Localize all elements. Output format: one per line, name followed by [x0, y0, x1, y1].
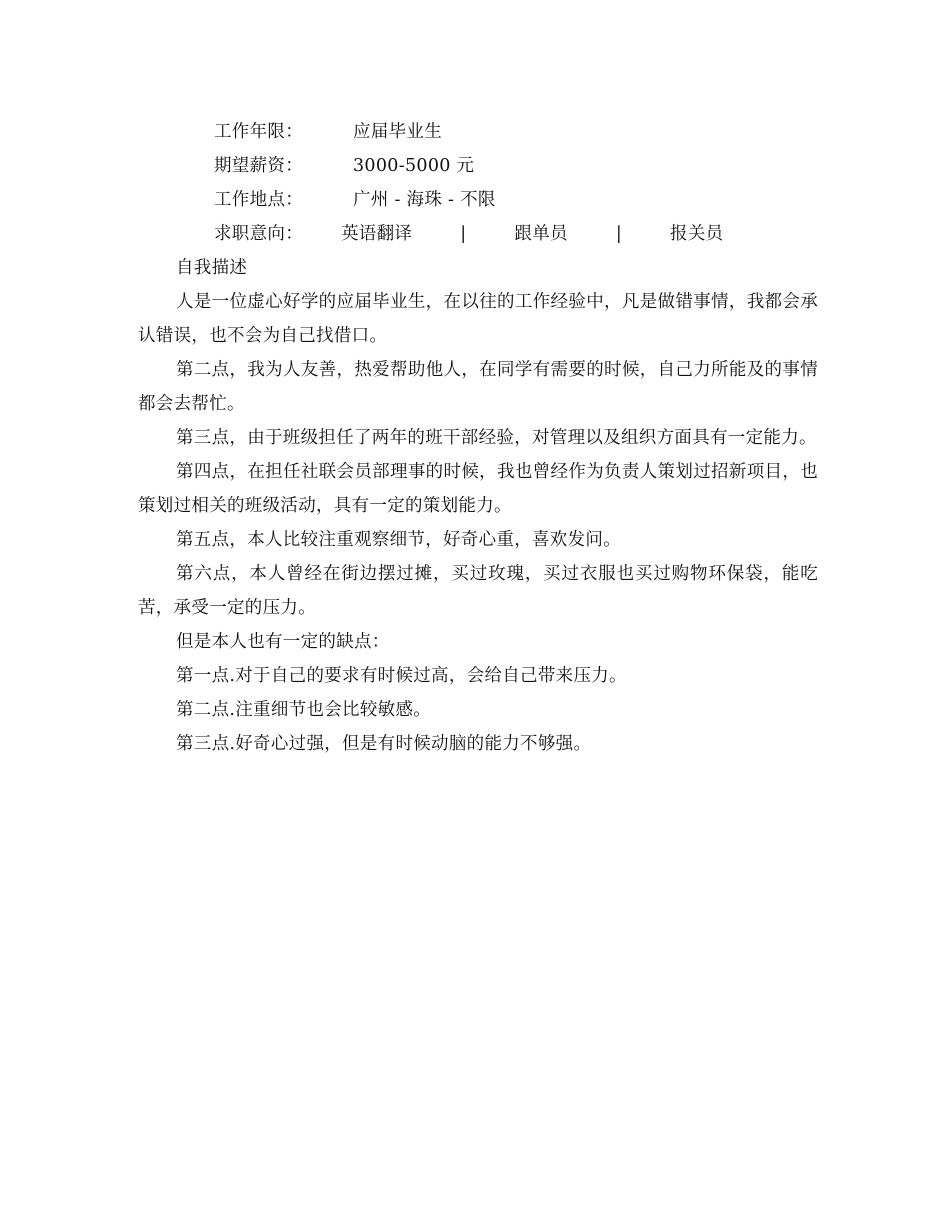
intention-separator: | [460, 224, 467, 244]
self-description-paragraph: 第二点，我为人友善，热爱帮助他人，在同学有需要的时候，自己力所能及的事情都会去帮忙。 [138, 360, 818, 414]
self-description-heading: 自我描述 [176, 258, 248, 278]
intention-item: 报关员 [670, 224, 724, 244]
shortcoming-item: 第二点.注重细节也会比较敏感。 [176, 700, 432, 720]
intention-item: 英语翻译 [341, 224, 413, 244]
shortcomings-intro: 但是本人也有一定的缺点： [176, 632, 390, 652]
salary-value: 3000-5000 元 [353, 156, 475, 176]
salary-row [138, 149, 818, 183]
shortcoming-item: 第三点.好奇心过强，但是有时候动脑的能力不够强。 [176, 734, 592, 754]
self-description-paragraph: 第四点，在担任社联会员部理事的时候，我也曾经作为负责人策划过招新项目，也策划过相关的班级活动，具有一定的策划能力。 [138, 462, 818, 516]
resume-content [138, 115, 818, 761]
work-years-row [138, 115, 818, 149]
intention-item: 跟单员 [514, 224, 568, 244]
intention-label: 求职意向： [214, 224, 303, 244]
work-years-label: 工作年限： [214, 122, 303, 142]
intention-row [138, 217, 818, 251]
salary-label: 期望薪资： [214, 156, 303, 176]
self-description-paragraph: 第三点，由于班级担任了两年的班干部经验，对管理以及组织方面具有一定能力。 [176, 428, 817, 448]
location-row [138, 183, 818, 217]
location-value: 广州 - 海珠 - 不限 [353, 190, 496, 210]
intention-separator: | [615, 224, 623, 244]
self-description-paragraph: 人是一位虚心好学的应届毕业生，在以往的工作经验中，凡是做错事情，我都会承认错误，也不会为自己找借口。 [138, 292, 818, 346]
self-description-paragraph: 第六点，本人曾经在街边摆过摊，买过玫瑰，买过衣服也买过购物环保袋，能吃苦，承受一定的压力。 [138, 564, 818, 618]
work-years-value: 应届毕业生 [353, 122, 442, 142]
shortcoming-item: 第一点.对于自己的要求有时候过高，会给自己带来压力。 [176, 666, 627, 686]
self-description-paragraph: 第五点，本人比较注重观察细节，好奇心重，喜欢发问。 [176, 530, 621, 550]
location-label: 工作地点： [214, 190, 303, 210]
